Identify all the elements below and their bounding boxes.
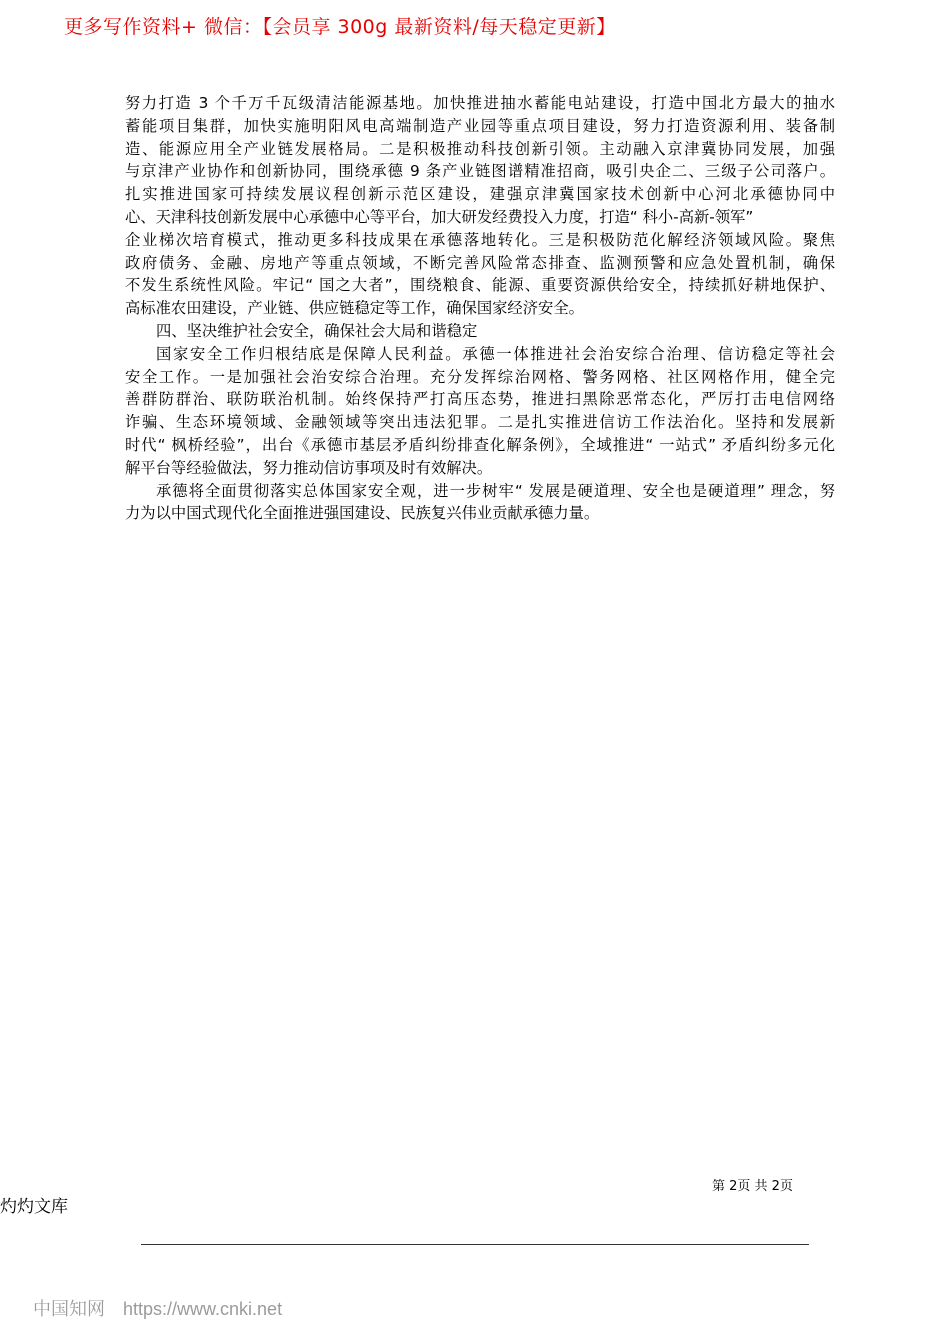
body-line: 造、能源应用全产业链发展格局。二是积极推动科技创新引领。主动融入京津冀协同发展，加强 [125,139,835,158]
body-line: 诈骗、生态环境领域、金融领域等突出违法犯罪。二是扎实推进信访工作法治化。坚持和发展新 [125,413,835,432]
page-number: 第 2页 共 2页 [712,1179,793,1194]
body-line: 高标准农田建设，产业链、供应链稳定等工作，确保国家经济安全。 [125,299,584,318]
watermark-site: 中国知网 [33,1299,105,1319]
watermark-url: https://www.cnki.net [123,1299,283,1319]
body-line: 力为以中国式现代化全面推进强国建设、民族复兴伟业贡献承德力量。 [125,504,600,523]
body-line: 安全工作。一是加强社会治安综合治理。充分发挥综治网格、警务网格、社区网格作用，健全完 [125,367,835,386]
body-line: 心、天津科技创新发展中心承德中心等平台，加大研发经费投入力度，打造“ 科小-高新-领军” [125,207,754,226]
body-line: 企业梯次培育模式，推动更多科技成果在承德落地转化。三是积极防范化解经济领域风险。聚焦 [125,230,835,249]
body-line: 解平台等经验做法，努力推动信访事项及时有效解决。 [125,458,493,477]
body-line: 与京津产业协作和创新协同，围绕承德 9 条产业链图谱精准招商，吸引央企二、三级子公司落户。 [125,162,835,181]
body-line: 时代“ 枫桥经验”，出台《承德市基层矛盾纠纷排查化解条例》，全域推进“ 一站式” 矛盾纠纷多元化 [125,435,835,454]
body-line: 善群防群治、联防联治机制。始终保持严打高压态势，推进扫黑除恶常态化，严厉打击电信网络 [125,390,835,409]
body-line: 扎实推进国家可持续发展议程创新示范区建设，建强京津冀国家技术创新中心河北承德协同中 [125,185,835,204]
footer-divider [141,1244,809,1245]
body-line: 不发生系统性风险。牢记“ 国之大者”，围绕粮食、能源、重要资源供给安全，持续抓好耕地保护、 [125,276,835,295]
body-line: 承德将全面贯彻落实总体国家安全观，进一步树牢“ 发展是硬道理、安全也是硬道理” 理念，努 [156,481,835,500]
promo-banner: 更多写作资料+ 微信：【会员享 300g 最新资料/每天稳定更新】 [64,16,616,38]
body-line: 蓄能项目集群，加快实施明阳风电高端制造产业园等重点项目建设，努力打造资源利用、装备制 [125,116,835,135]
body-line: 政府债务、金融、房地产等重点领域，不断完善风险常态排查、监测预警和应急处置机制，确保 [125,253,835,272]
section-heading: 四、坚决维护社会安全，确保社会大局和谐稳定 [156,321,478,340]
body-line: 努力打造 3 个千万千瓦级清洁能源基地。加快推进抽水蓄能电站建设，打造中国北方最大的抽水 [125,94,835,112]
body-line: 国家安全工作归根结底是保障人民利益。承德一体推进社会治安综合治理、信访稳定等社会 [156,344,835,363]
document-body [125,92,835,525]
watermark [33,1295,282,1321]
source-label: 灼灼文库 [0,1197,68,1217]
